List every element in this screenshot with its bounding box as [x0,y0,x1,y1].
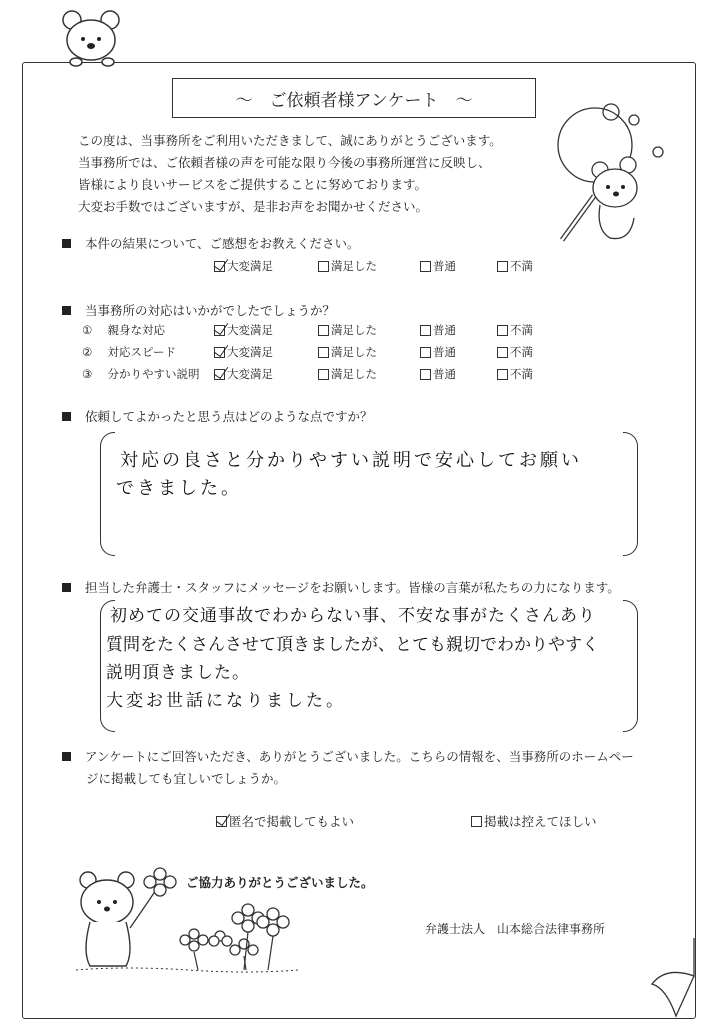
answer-box-right-bracket [623,600,638,732]
q4-answer-line: 説明頂きました。 [106,663,250,683]
q2-item-1-label: ① 親身な対応 [82,323,165,337]
q2-item-2-very-satisfied[interactable]: 大変満足 [214,344,273,360]
q2-item-3-normal[interactable]: 普通 [420,366,456,382]
q2-item-1-satisfied[interactable]: 満足した [318,322,377,338]
question-3 [62,407,373,425]
answer-box-left-bracket [100,432,115,556]
q2-item-3-very-satisfied[interactable]: 大変満足 [214,366,273,382]
checkbox-icon[interactable] [420,325,431,336]
checkbox-icon[interactable] [318,347,329,358]
checkbox-checked-icon[interactable] [214,261,225,272]
checkbox-icon[interactable] [497,369,508,380]
question-1 [62,234,360,252]
q2-item-2-dissatisfied[interactable]: 不満 [497,344,533,360]
thanks-message: ご協力ありがとうございました。 [186,875,374,890]
question-3-label: 依頼してよかったと思う点はどのような点ですか？ [85,409,373,424]
intro-text [78,130,502,218]
survey-title: ～ ご依頼者様アンケート ～ [172,78,536,118]
q2-item-1-dissatisfied[interactable]: 不満 [497,322,533,338]
bear-pencil-illustration [530,100,680,250]
q4-answer-line: 大変お世話になりました。 [106,691,346,711]
checkbox-icon[interactable] [497,325,508,336]
intro-line: 大変お手数ではございますが、是非お声をお聞かせください。 [78,199,429,214]
checkbox-icon[interactable] [420,369,431,380]
question-5-label-line-2: ジに掲載しても宜しいでしょうか。 [86,771,287,786]
q3-answer-line: できました。 [116,478,242,499]
question-4-label: 担当した弁護士・スタッフにメッセージをお願いします。皆様の言葉が私たちの力になります。 [85,580,620,595]
page-curl [646,936,706,1020]
q3-answer-line: 対応の良さと分かりやすい説明で安心してお願い [120,450,582,471]
checkbox-icon[interactable] [318,369,329,380]
q2-item-1-very-satisfied[interactable]: 大変満足 [214,322,273,338]
checkbox-icon[interactable] [497,261,508,272]
q1-option-very-satisfied[interactable]: 大変満足 [214,258,273,274]
q5-option-anonymous-ok[interactable]: 匿名で掲載してもよい [216,812,354,830]
checkbox-checked-icon[interactable] [214,325,225,336]
q2-item-3-satisfied[interactable]: 満足した [318,366,377,382]
q1-option-normal[interactable]: 普通 [420,258,456,274]
checkbox-icon[interactable] [420,347,431,358]
question-4 [62,578,620,596]
q1-option-dissatisfied[interactable]: 不満 [497,258,533,274]
q1-option-satisfied[interactable]: 満足した [318,258,377,274]
checkbox-icon[interactable] [318,261,329,272]
q2-item-3-dissatisfied[interactable]: 不満 [497,366,533,382]
q2-item-2-satisfied[interactable]: 満足した [318,344,377,360]
question-5-label-line-1: アンケートにご回答いただき、ありがとうございました。こちらの情報を、当事務所のホームペー [85,749,634,764]
checkbox-icon[interactable] [497,347,508,358]
intro-line: 皆様により良いサービスをご提供することに努めております。 [78,177,428,192]
question-2 [62,301,335,319]
q2-item-3-label: ③ 分かりやすい説明 [82,367,200,381]
q4-answer-line: 質問をたくさんさせて頂きましたが、とても親切でわかりやすく [106,635,599,655]
bullet-square-icon [62,239,71,248]
q2-item-2-label: ② 対応スピード [82,345,177,359]
checkbox-checked-icon[interactable] [216,816,227,827]
bullet-square-icon [62,583,71,592]
answer-box-right-bracket [623,432,638,556]
checkbox-icon[interactable] [420,261,431,272]
bullet-square-icon [62,306,71,315]
q2-item-1-normal[interactable]: 普通 [420,322,456,338]
bullet-square-icon [62,412,71,421]
question-1-label: 本件の結果について、ご感想をお教えください。 [85,236,360,251]
checkbox-checked-icon[interactable] [214,369,225,380]
checkbox-icon[interactable] [318,325,329,336]
bullet-square-icon [62,752,71,761]
intro-line: この度は、当事務所をご利用いただきまして、誠にありがとうございます。 [78,133,502,148]
question-2-label: 当事務所の対応はいかがでしたでしょうか？ [85,303,336,318]
checkbox-checked-icon[interactable] [214,347,225,358]
intro-line: 当事務所では、ご依頼者様の声を可能な限り今後の事務所運営に反映し、 [78,155,491,170]
q2-item-2-normal[interactable]: 普通 [420,344,456,360]
question-5 [62,747,634,765]
firm-name: 弁護士法人 山本総合法律事務所 [425,922,606,936]
q5-option-decline[interactable]: 掲載は控えてほしい [471,812,597,830]
bear-peek-illustration [58,10,128,70]
checkbox-icon[interactable] [471,816,482,827]
q4-answer-line: 初めての交通事故でわからない事、不安な事がたくさんあり [110,606,596,626]
